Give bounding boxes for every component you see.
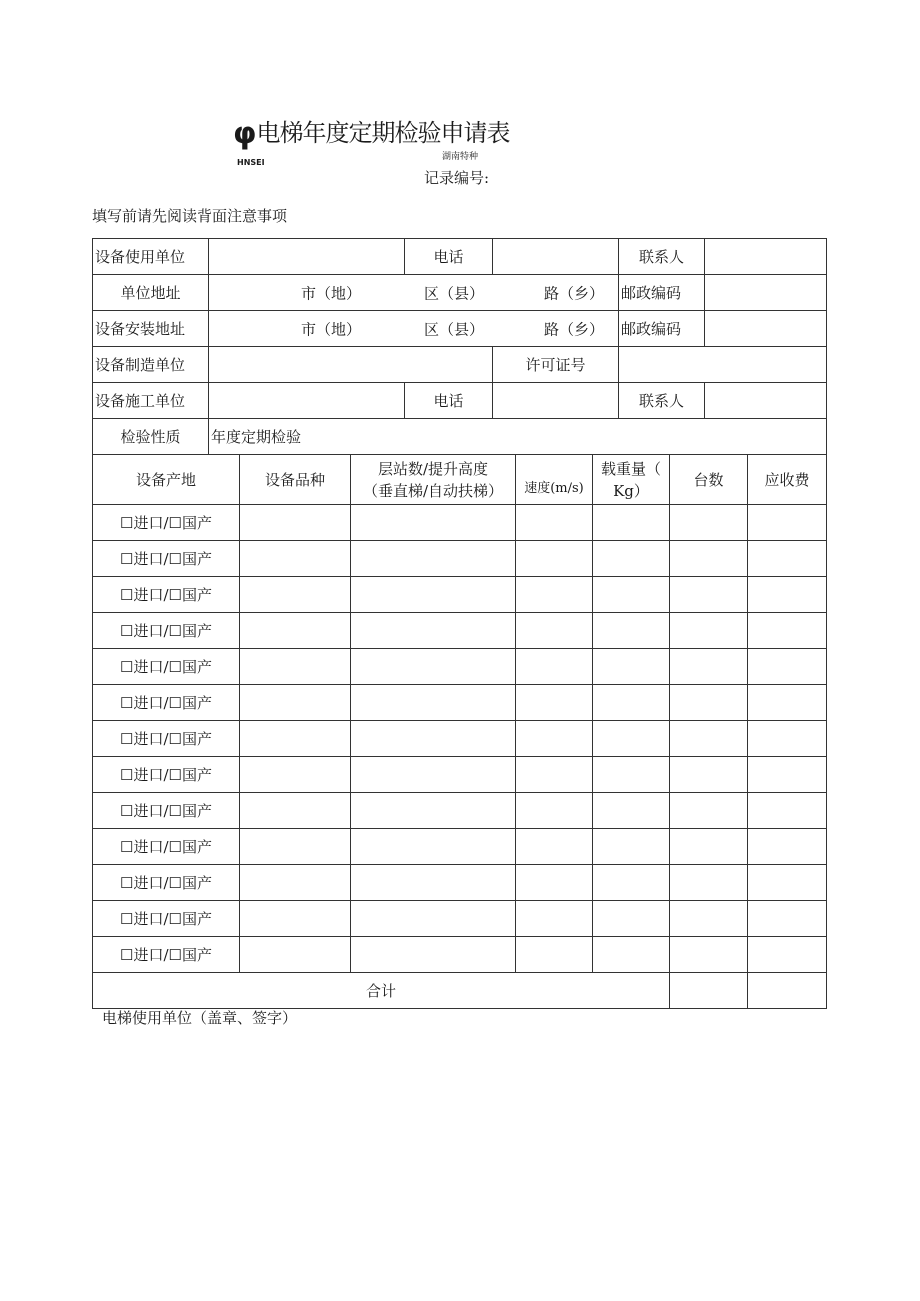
speed-field[interactable] <box>516 937 593 973</box>
constructor-field[interactable] <box>209 383 405 419</box>
floors-field[interactable] <box>351 829 516 865</box>
speed-header <box>516 455 593 505</box>
floors-field[interactable] <box>351 577 516 613</box>
inspection-type-value: 年度定期检验 <box>209 419 827 455</box>
phone2-label: 电话 <box>405 383 493 419</box>
speed-field[interactable] <box>516 685 593 721</box>
count-field[interactable] <box>670 505 748 541</box>
floors-header <box>351 455 516 505</box>
origin-checkbox-cell[interactable]: ☐进口/☐国产 <box>93 937 240 973</box>
count-field[interactable] <box>670 865 748 901</box>
floors-header-line1: 层站数/提升高度 <box>377 459 489 478</box>
floors-field[interactable] <box>351 721 516 757</box>
equipment-table <box>92 454 827 1009</box>
table-row <box>93 757 827 793</box>
variety-field[interactable] <box>240 937 351 973</box>
phone-field[interactable] <box>493 239 619 275</box>
table-row <box>93 721 827 757</box>
fee-field[interactable] <box>748 757 827 793</box>
variety-field[interactable] <box>240 901 351 937</box>
variety-field[interactable] <box>240 505 351 541</box>
applicant-info-table <box>92 238 827 455</box>
speed-field[interactable] <box>516 793 593 829</box>
contact-field[interactable] <box>705 239 827 275</box>
load-field[interactable] <box>593 793 670 829</box>
fee-field[interactable] <box>748 541 827 577</box>
load-field[interactable] <box>593 937 670 973</box>
variety-field[interactable] <box>240 757 351 793</box>
variety-field[interactable] <box>240 541 351 577</box>
speed-field[interactable] <box>516 901 593 937</box>
unit-address-label: 单位地址 <box>93 275 209 311</box>
speed-field[interactable] <box>516 757 593 793</box>
load-field[interactable] <box>593 577 670 613</box>
user-unit-label: 设备使用单位 <box>93 239 209 275</box>
postcode-label: 邮政编码 <box>619 311 705 347</box>
phone2-field[interactable] <box>493 383 619 419</box>
origin-checkbox-cell[interactable]: ☐进口/☐国产 <box>93 721 240 757</box>
floors-field[interactable] <box>351 865 516 901</box>
count-field[interactable] <box>670 541 748 577</box>
user-unit-field[interactable] <box>209 239 405 275</box>
district-label: 区（县） <box>424 284 485 302</box>
fee-field[interactable] <box>748 865 827 901</box>
floors-header-line2: （垂直梯/自动扶梯） <box>362 481 504 500</box>
fee-field[interactable] <box>748 721 827 757</box>
load-field[interactable] <box>593 901 670 937</box>
origin-checkbox-cell[interactable]: ☐进口/☐国产 <box>93 901 240 937</box>
manufacturer-label: 设备制造单位 <box>93 347 209 383</box>
fee-header: 应收费 <box>748 455 827 505</box>
variety-field[interactable] <box>240 649 351 685</box>
fee-field[interactable] <box>748 793 827 829</box>
total-count-field[interactable] <box>670 973 748 1009</box>
floors-field[interactable] <box>351 901 516 937</box>
origin-checkbox-cell[interactable]: ☐进口/☐国产 <box>93 613 240 649</box>
form-title <box>233 113 509 151</box>
variety-field[interactable] <box>240 613 351 649</box>
load-header-line1: 载重量（ <box>600 459 661 478</box>
manufacturer-field[interactable] <box>209 347 493 383</box>
table-row <box>93 793 827 829</box>
count-field[interactable] <box>670 685 748 721</box>
variety-field[interactable] <box>240 793 351 829</box>
table-row <box>93 577 827 613</box>
origin-checkbox-cell[interactable]: ☐进口/☐国产 <box>93 649 240 685</box>
org-name-small: 湖南特种 <box>442 152 479 162</box>
table-row <box>93 901 827 937</box>
road-label: 路（乡） <box>544 320 605 338</box>
fee-field[interactable] <box>748 577 827 613</box>
logo-icon: φ <box>233 116 256 151</box>
load-header-line2: Kg） <box>613 481 649 500</box>
count-field[interactable] <box>670 649 748 685</box>
signature-label: 电梯使用单位（盖章、签字） <box>102 1009 298 1027</box>
table-row <box>93 937 827 973</box>
floors-field[interactable] <box>351 937 516 973</box>
table-row <box>93 829 827 865</box>
floors-field[interactable] <box>351 793 516 829</box>
install-address-label: 设备安装地址 <box>93 311 209 347</box>
count-header: 台数 <box>670 455 748 505</box>
origin-checkbox-cell[interactable]: ☐进口/☐国产 <box>93 685 240 721</box>
contact-label: 联系人 <box>619 239 705 275</box>
floors-field[interactable] <box>351 649 516 685</box>
fee-field[interactable] <box>748 649 827 685</box>
floors-field[interactable] <box>351 505 516 541</box>
speed-field[interactable] <box>516 577 593 613</box>
unit-address-field[interactable] <box>209 275 619 311</box>
count-field[interactable] <box>670 793 748 829</box>
variety-field[interactable] <box>240 829 351 865</box>
table-row <box>93 649 827 685</box>
road-label: 路（乡） <box>544 284 605 302</box>
load-field[interactable] <box>593 649 670 685</box>
install-address-field[interactable] <box>209 311 619 347</box>
fee-field[interactable] <box>748 685 827 721</box>
count-field[interactable] <box>670 757 748 793</box>
floors-field[interactable] <box>351 613 516 649</box>
speed-field[interactable] <box>516 505 593 541</box>
speed-field[interactable] <box>516 541 593 577</box>
count-field[interactable] <box>670 829 748 865</box>
load-field[interactable] <box>593 613 670 649</box>
org-abbreviation: HNSEI <box>237 158 265 167</box>
speed-field[interactable] <box>516 829 593 865</box>
total-fee-field[interactable] <box>748 973 827 1009</box>
load-field[interactable] <box>593 757 670 793</box>
license-field[interactable] <box>619 347 827 383</box>
speed-field[interactable] <box>516 649 593 685</box>
table-row <box>93 865 827 901</box>
count-field[interactable] <box>670 937 748 973</box>
phone-label: 电话 <box>405 239 493 275</box>
table-row <box>93 505 827 541</box>
fee-field[interactable] <box>748 829 827 865</box>
origin-checkbox-cell[interactable]: ☐进口/☐国产 <box>93 541 240 577</box>
district-label: 区（县） <box>424 320 485 338</box>
fee-field[interactable] <box>748 901 827 937</box>
speed-field[interactable] <box>516 721 593 757</box>
postcode-label: 邮政编码 <box>619 275 705 311</box>
inspection-type-label: 检验性质 <box>93 419 209 455</box>
table-row <box>93 541 827 577</box>
origin-checkbox-cell[interactable]: ☐进口/☐国产 <box>93 505 240 541</box>
floors-field[interactable] <box>351 757 516 793</box>
speed-field[interactable] <box>516 613 593 649</box>
record-number-label: 记录编号: <box>424 169 490 187</box>
total-label: 合计 <box>93 973 670 1009</box>
contact2-label: 联系人 <box>619 383 705 419</box>
count-field[interactable] <box>670 901 748 937</box>
speed-field[interactable] <box>516 865 593 901</box>
load-field[interactable] <box>593 541 670 577</box>
table-row <box>93 613 827 649</box>
variety-header: 设备品种 <box>240 455 351 505</box>
origin-checkbox-cell[interactable]: ☐进口/☐国产 <box>93 829 240 865</box>
origin-checkbox-cell[interactable]: ☐进口/☐国产 <box>93 577 240 613</box>
origin-checkbox-cell[interactable]: ☐进口/☐国产 <box>93 865 240 901</box>
origin-header: 设备产地 <box>93 455 240 505</box>
contact2-field[interactable] <box>705 383 827 419</box>
license-label: 许可证号 <box>493 347 619 383</box>
floors-field[interactable] <box>351 541 516 577</box>
variety-field[interactable] <box>240 865 351 901</box>
constructor-label: 设备施工单位 <box>93 383 209 419</box>
city-label: 市（地） <box>301 284 362 302</box>
origin-checkbox-cell[interactable]: ☐进口/☐国产 <box>93 757 240 793</box>
variety-field[interactable] <box>240 721 351 757</box>
load-field[interactable] <box>593 721 670 757</box>
load-field[interactable] <box>593 505 670 541</box>
count-field[interactable] <box>670 721 748 757</box>
form-title-text: 电梯年度定期检验申请表 <box>256 119 510 147</box>
load-field[interactable] <box>593 685 670 721</box>
postcode-field[interactable] <box>705 311 827 347</box>
floors-field[interactable] <box>351 685 516 721</box>
city-label: 市（地） <box>301 320 362 338</box>
count-field[interactable] <box>670 577 748 613</box>
fee-field[interactable] <box>748 613 827 649</box>
count-field[interactable] <box>670 613 748 649</box>
postcode-field[interactable] <box>705 275 827 311</box>
variety-field[interactable] <box>240 577 351 613</box>
table-row <box>93 685 827 721</box>
notice-text: 填写前请先阅读背面注意事项 <box>92 207 288 225</box>
load-header <box>593 455 670 505</box>
load-field[interactable] <box>593 865 670 901</box>
origin-checkbox-cell[interactable]: ☐进口/☐国产 <box>93 793 240 829</box>
fee-field[interactable] <box>748 937 827 973</box>
fee-field[interactable] <box>748 505 827 541</box>
variety-field[interactable] <box>240 685 351 721</box>
speed-header-text: 速度(m/s) <box>524 481 584 496</box>
load-field[interactable] <box>593 829 670 865</box>
equipment-rows <box>93 505 827 973</box>
